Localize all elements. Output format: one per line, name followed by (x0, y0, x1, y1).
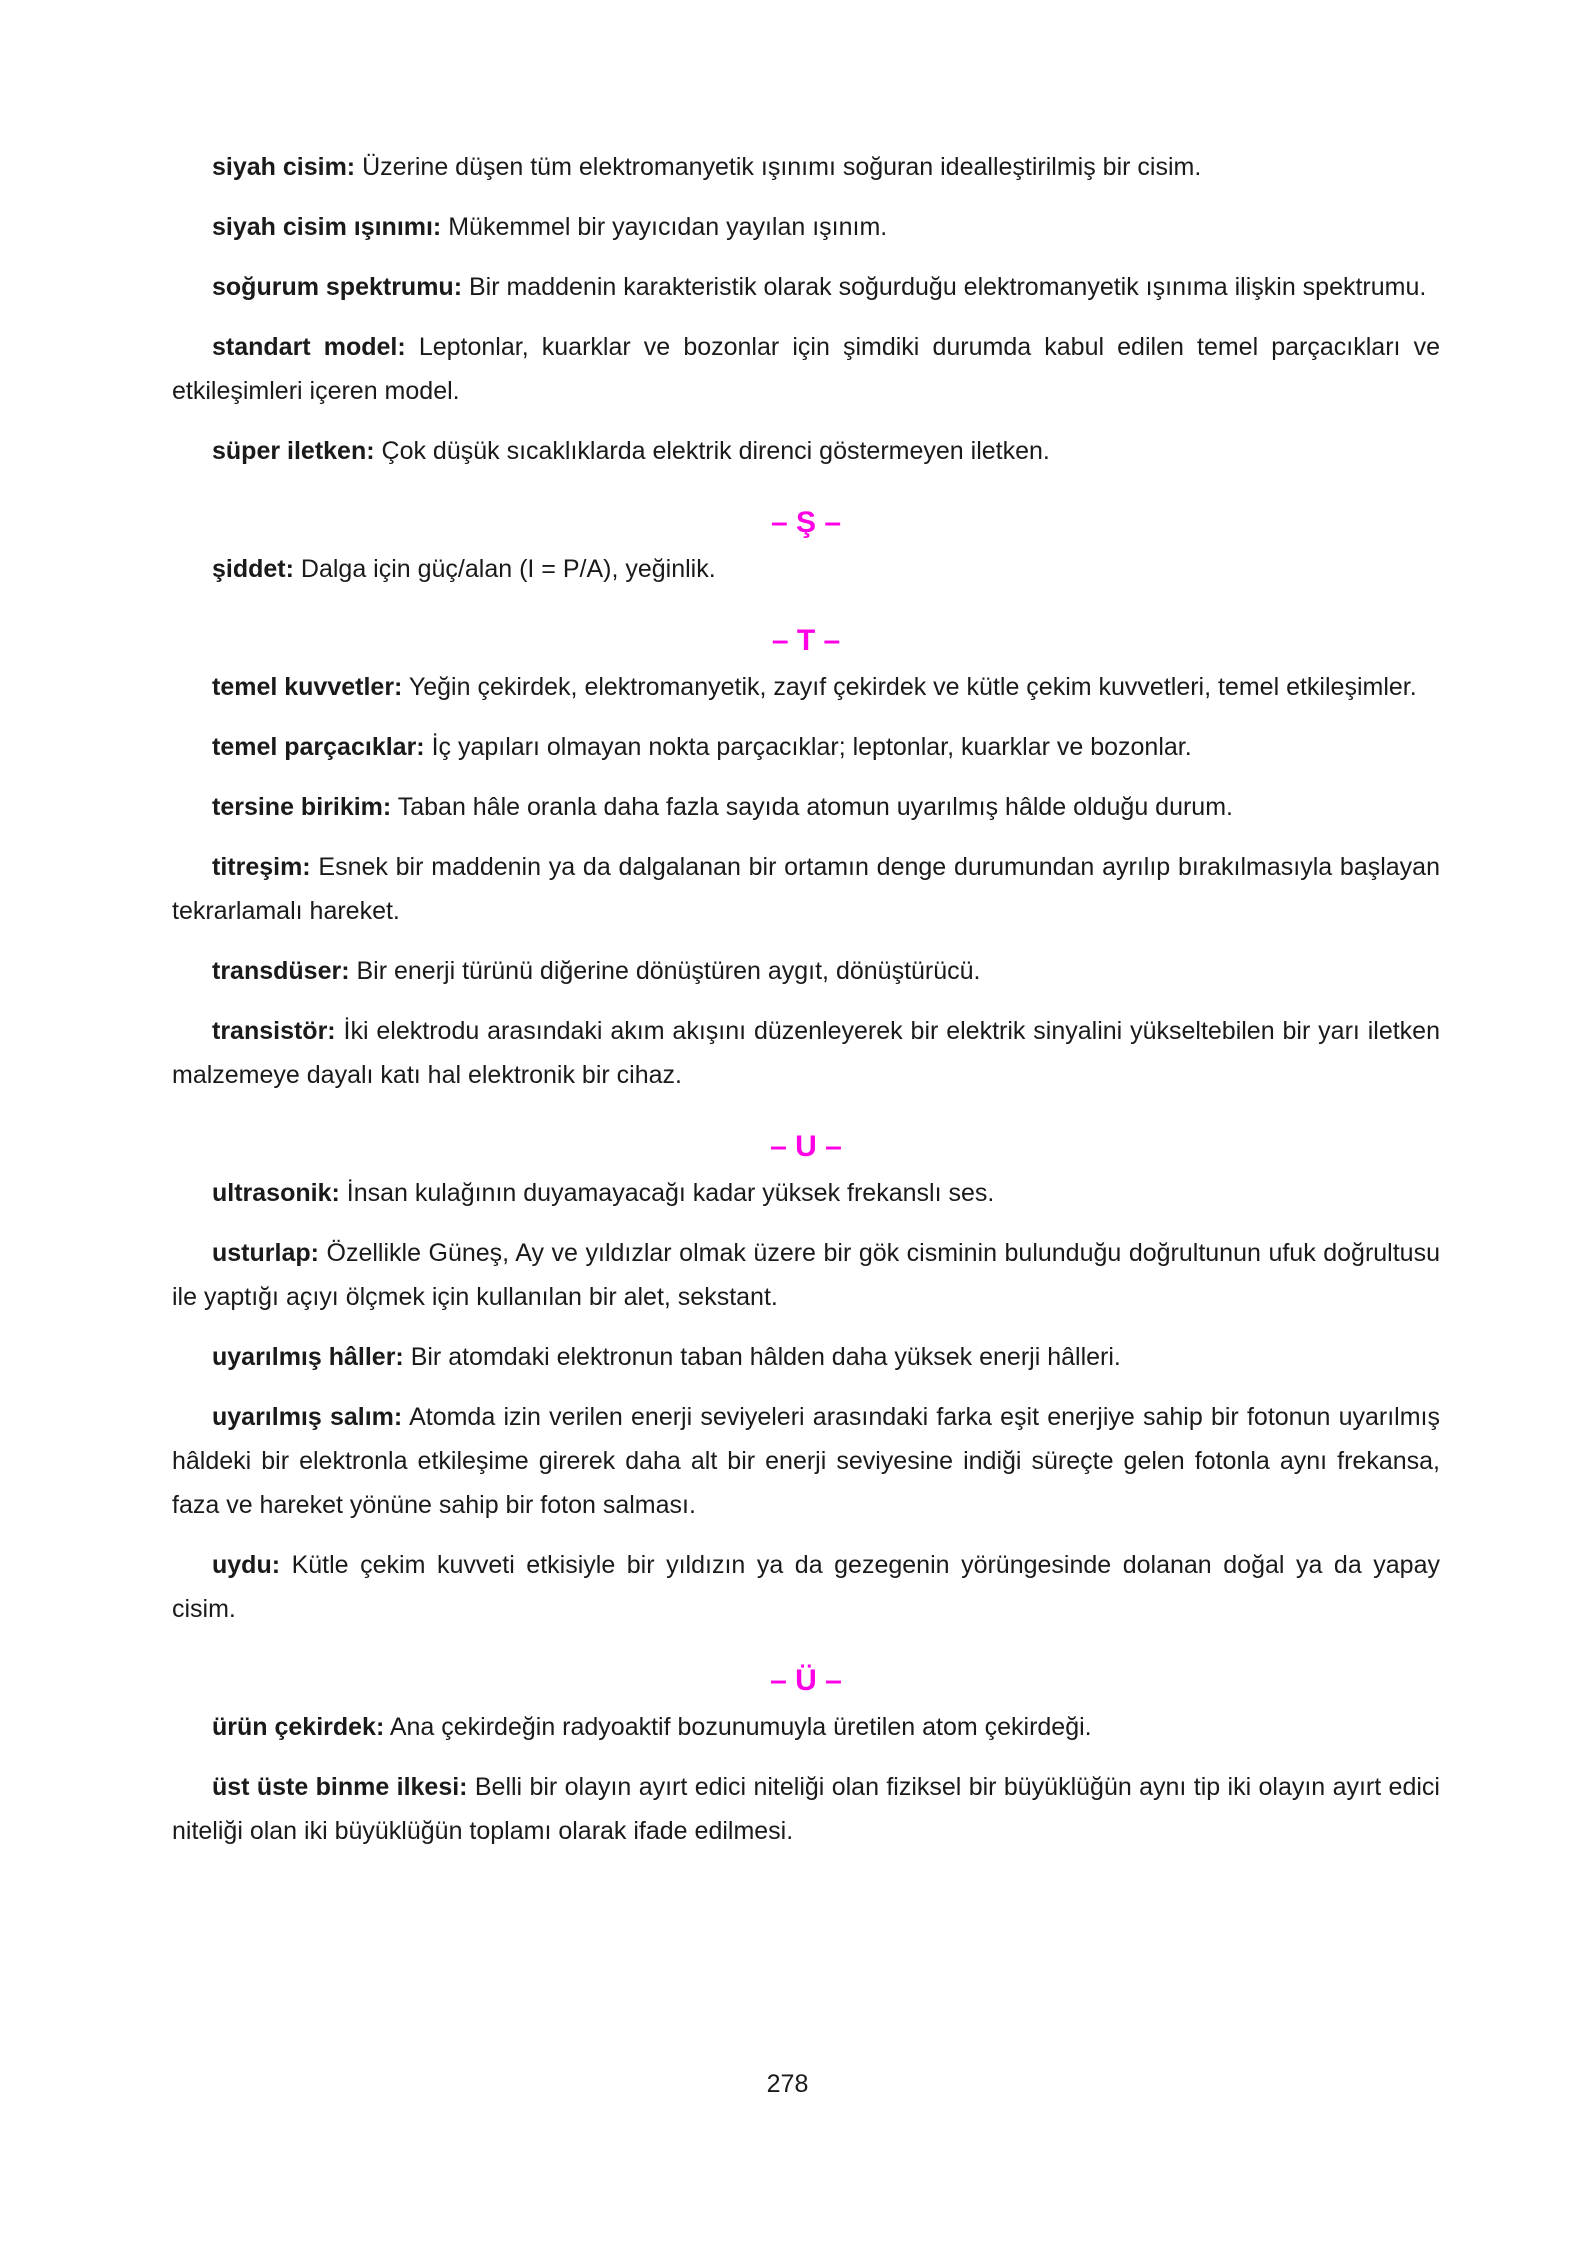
glossary-definition: Mükemmel bir yayıcıdan yayılan ışınım. (441, 213, 888, 241)
glossary-term: uyarılmış salım: (212, 1403, 403, 1431)
glossary-definition: Özellikle Güneş, Ay ve yıldızlar olmak üzere bir gök cisminin bulunduğu doğrultunun ufuk doğrultusu ile yaptığı açıyı ölçmek için kullanılan bir alet, sekstant. (172, 1239, 1440, 1311)
glossary-definition: İki elektrodu arasındaki akım akışını düzenleyerek bir elektrik sinyalini yükseltebilen bir yarı iletken malzemeye dayalı katı hal elektronik bir cihaz. (172, 1017, 1440, 1089)
glossary-term: usturlap: (212, 1239, 319, 1267)
glossary-entry (172, 845, 1440, 933)
glossary-definition: Leptonlar, kuarklar ve bozonlar için şimdiki durumda kabul edilen temel parçacıkları ve etkileşimleri içeren model. (172, 333, 1440, 405)
glossary-entry (172, 145, 1440, 189)
glossary-term: uydu: (212, 1551, 281, 1579)
glossary-term: siyah cisim ışınımı: (212, 213, 442, 241)
glossary-entry (172, 205, 1440, 249)
section-letter-heading: – Ü – (770, 1664, 842, 1697)
glossary-definition: Yeğin çekirdek, elektromanyetik, zayıf çekirdek ve kütle çekim kuvvetleri, temel etkileşimler. (402, 673, 1417, 701)
glossary-entry (172, 1335, 1440, 1379)
glossary-section-ue (172, 1661, 1440, 1853)
glossary-entry (172, 725, 1440, 769)
glossary-section-u (172, 1127, 1440, 1631)
glossary-entry (172, 1765, 1440, 1853)
glossary-entry (172, 265, 1440, 309)
glossary-section-t (172, 621, 1440, 1097)
glossary-entry (172, 429, 1440, 473)
glossary-definition: Çok düşük sıcaklıklarda elektrik direnci göstermeyen iletken. (374, 437, 1050, 465)
glossary-term: standart model: (212, 333, 406, 361)
glossary-entry (172, 1171, 1440, 1215)
section-letter-heading: – U – (770, 1130, 842, 1163)
glossary-definition: Belli bir olayın ayırt edici niteliği olan fiziksel bir büyüklüğün aynı tip iki olayın ayırt edici niteliği olan iki büyüklüğün toplamı olarak ifade edilmesi. (172, 1773, 1440, 1845)
glossary-definition: Atomda izin verilen enerji seviyeleri arasındaki farka eşit enerjiye sahip bir fotonun uyarılmış hâldeki bir elektronla etkileşime girerek daha alt bir enerji seviyesine indiği süreçte gelen fotonla aynı frekansa, faza ve hareket yönüne sahip bir foton salması. (172, 1403, 1440, 1519)
glossary-term: transistör: (212, 1017, 336, 1045)
glossary-entry (172, 785, 1440, 829)
glossary-definition: Kütle çekim kuvveti etkisiyle bir yıldızın ya da gezegenin yörüngesinde dolanan doğal ya da yapay cisim. (172, 1551, 1440, 1623)
glossary-content (172, 145, 1440, 1869)
glossary-entry (172, 949, 1440, 993)
glossary-term: ultrasonik: (212, 1179, 340, 1207)
glossary-definition: Bir atomdaki elektronun taban hâlden daha yüksek enerji hâlleri. (403, 1343, 1121, 1371)
section-letter-heading: – Ş – (770, 506, 842, 539)
glossary-definition: İç yapıları olmayan nokta parçacıklar; leptonlar, kuarklar ve bozonlar. (424, 733, 1192, 761)
glossary-term: tersine birikim: (212, 793, 392, 821)
glossary-entry (172, 1543, 1440, 1631)
glossary-term: soğurum spektrumu: (212, 273, 463, 301)
glossary-term: titreşim: (212, 853, 311, 881)
glossary-section-sh (172, 503, 1440, 591)
glossary-entry (172, 1705, 1440, 1749)
glossary-entry (172, 1231, 1440, 1319)
glossary-term: uyarılmış hâller: (212, 1343, 404, 1371)
glossary-section-s (172, 145, 1440, 473)
glossary-entry (172, 547, 1440, 591)
glossary-entry (172, 1395, 1440, 1527)
glossary-definition: Ana çekirdeğin radyoaktif bozunumuyla üretilen atom çekirdeği. (384, 1713, 1092, 1741)
glossary-definition: Bir enerji türünü diğerine dönüştüren aygıt, dönüştürücü. (349, 957, 981, 985)
glossary-definition: Dalga için güç/alan (I = P/A), yeğinlik. (293, 555, 716, 583)
glossary-entry (172, 1009, 1440, 1097)
glossary-term: süper iletken: (212, 437, 375, 465)
glossary-term: transdüser: (212, 957, 350, 985)
glossary-term: temel kuvvetler: (212, 673, 403, 701)
glossary-term: ürün çekirdek: (212, 1713, 385, 1741)
glossary-term: siyah cisim: (212, 153, 356, 181)
section-letter-heading: – T – (771, 624, 841, 657)
glossary-entry (172, 325, 1440, 413)
glossary-term: şiddet: (212, 555, 294, 583)
glossary-term: temel parçacıklar: (212, 733, 425, 761)
glossary-definition: Bir maddenin karakteristik olarak soğurduğu elektromanyetik ışınıma ilişkin spektrumu. (462, 273, 1427, 301)
glossary-definition: Esnek bir maddenin ya da dalgalanan bir ortamın denge durumundan ayrılıp bırakılmasıyla başlayan tekrarlamalı hareket. (172, 853, 1440, 925)
glossary-definition: Üzerine düşen tüm elektromanyetik ışınımı soğuran idealleştirilmiş bir cisim. (355, 153, 1202, 181)
glossary-term: üst üste binme ilkesi: (212, 1773, 468, 1801)
glossary-definition: Taban hâle oranla daha fazla sayıda atomun uyarılmış hâlde olduğu durum. (391, 793, 1233, 821)
glossary-entry (172, 665, 1440, 709)
glossary-definition: İnsan kulağının duyamayacağı kadar yüksek frekanslı ses. (339, 1179, 995, 1207)
page-number: 278 (766, 2070, 809, 2098)
